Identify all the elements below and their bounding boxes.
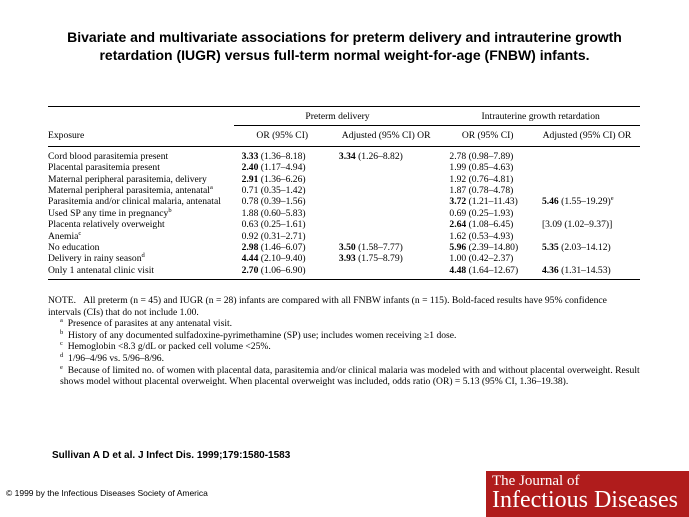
preterm-adjusted-cell (331, 242, 442, 253)
preterm-or-cell (234, 196, 331, 207)
copyright-notice: © 1999 by the Infectious Diseases Society of America (6, 488, 208, 498)
iugr-or-cell-value: 1.62 (449, 230, 467, 242)
iugr-or-cell (441, 219, 534, 230)
preterm-adjusted-cell (331, 219, 442, 230)
footnote-marker: c (78, 229, 82, 237)
iugr-or-cell-ci: (0.76–4.81) (466, 173, 514, 185)
iugr-adjusted-cell-value: [3.09 (1.02–9.37)] (541, 219, 613, 231)
iugr-adjusted-cell-value: 5.35 (541, 242, 559, 254)
footnote-marker: b (168, 206, 172, 214)
iugr-or-cell-value: 1.00 (449, 253, 467, 265)
footnote (48, 341, 640, 353)
table-row (48, 185, 640, 196)
iugr-or-cell-ci: (0.53–4.93) (466, 230, 514, 242)
footnote-marker: e (610, 195, 614, 203)
preterm-adjusted-cell-value: 3.34 (338, 150, 356, 162)
exposure-cell (48, 253, 234, 264)
iugr-or-cell-ci: (1.64–12.67) (466, 264, 519, 276)
footnote (48, 318, 640, 330)
iugr-adjusted-cell (534, 196, 640, 207)
preterm-or-cell (234, 162, 331, 173)
exposure-cell (48, 196, 234, 207)
table-row (48, 242, 640, 253)
exposure-label: Anemia (48, 230, 79, 242)
preterm-or-cell-value: 1.88 (241, 207, 259, 219)
table-row (48, 146, 640, 162)
iugr-or-cell (441, 231, 534, 242)
preterm-or-cell-value: 0.63 (241, 219, 259, 231)
iugr-or-cell-value: 0.69 (449, 207, 467, 219)
iugr-or-cell-ci: (0.25–1.93) (466, 207, 514, 219)
preterm-or-cell-ci: (0.25–1.61) (258, 219, 306, 231)
preterm-or-cell-value: 2.91 (241, 173, 259, 185)
table-row (48, 162, 640, 173)
preterm-or-cell-value: 2.70 (241, 264, 259, 276)
citation: Sullivan A D et al. J Infect Dis. 1999;179:1580-1583 (52, 450, 291, 461)
preterm-or-cell-ci: (1.17–4.94) (258, 162, 306, 174)
preterm-or-cell-value: 2.98 (241, 242, 259, 254)
preterm-or-cell-ci: (1.36–8.18) (258, 150, 306, 162)
iugr-adjusted-cell (534, 242, 640, 253)
journal-logo (486, 471, 689, 517)
results-table-container (48, 106, 640, 280)
iugr-or-cell-value: 1.87 (449, 185, 467, 197)
exposure-label: Placenta relatively overweight (48, 219, 165, 231)
exposure-label: No education (48, 242, 100, 254)
iugr-adjusted-cell (534, 253, 640, 264)
preterm-or-cell-value: 0.92 (241, 230, 259, 242)
preterm-adjusted-cell (331, 146, 442, 162)
preterm-adjusted-cell (331, 185, 442, 196)
preterm-adjusted-cell (331, 231, 442, 242)
preterm-or-cell (234, 219, 331, 230)
iugr-or-cell-ci: (0.42–2.37) (466, 253, 514, 265)
preterm-or-cell (234, 231, 331, 242)
iugr-or-cell-ci: (0.98–7.89) (466, 150, 514, 162)
preterm-or-cell-ci: (1.36–6.26) (258, 173, 306, 185)
exposure-cell (48, 185, 234, 196)
iugr-adjusted-cell (534, 265, 640, 280)
preterm-or-cell (234, 208, 331, 219)
iugr-or-cell-value: 2.78 (449, 150, 467, 162)
iugr-or-cell-ci: (1.08–6.45) (466, 219, 514, 231)
exposure-cell (48, 265, 234, 280)
preterm-or-cell-value: 0.71 (241, 185, 259, 197)
preterm-or-cell-ci: (1.46–6.07) (258, 242, 306, 254)
iugr-or-cell (441, 162, 534, 173)
footnote-marker: d (141, 252, 145, 260)
exposure-label: Parasitemia and/or clinical malaria, antenatal (48, 196, 221, 208)
preterm-adjusted-cell (331, 253, 442, 264)
preterm-or-cell-ci: (0.39–1.56) (258, 196, 306, 208)
iugr-or-cell-value: 4.48 (449, 264, 467, 276)
iugr-or-cell-value: 1.92 (449, 173, 467, 185)
column-header-exposure: Exposure (48, 126, 234, 146)
iugr-adjusted-cell-value: 4.36 (541, 264, 559, 276)
preterm-or-cell-ci: (2.10–9.40) (258, 253, 306, 265)
exposure-cell (48, 219, 234, 230)
footnote (48, 365, 640, 388)
exposure-label: Maternal peripheral parasitemia, delivery (48, 173, 207, 185)
preterm-or-cell-ci: (1.06–6.90) (258, 264, 306, 276)
preterm-or-cell-value: 3.33 (241, 150, 259, 162)
exposure-label: Only 1 antenatal clinic visit (48, 264, 155, 276)
iugr-adjusted-cell (534, 174, 640, 185)
iugr-adjusted-cell (534, 219, 640, 230)
preterm-adjusted-cell-ci: (1.58–7.77) (355, 242, 403, 254)
column-header-iugr-or: OR (95% CI) (441, 126, 534, 146)
iugr-or-cell (441, 265, 534, 280)
preterm-or-cell (234, 146, 331, 162)
table-row (48, 265, 640, 280)
iugr-or-cell-value: 2.64 (449, 219, 467, 231)
group-header-iugr: Intrauterine growth retardation (441, 107, 640, 126)
iugr-or-cell (441, 146, 534, 162)
preterm-or-cell-ci: (0.35–1.42) (258, 185, 306, 197)
journal-logo-line1: The Journal of (492, 473, 580, 489)
iugr-adjusted-cell (534, 185, 640, 196)
preterm-adjusted-cell-value: 3.50 (338, 242, 356, 254)
iugr-or-cell-value: 3.72 (449, 196, 467, 208)
footnote-mark: d (60, 351, 64, 359)
exposure-cell (48, 162, 234, 173)
iugr-or-cell-ci: (0.85–4.63) (466, 162, 514, 174)
exposure-cell (48, 231, 234, 242)
iugr-adjusted-cell (534, 208, 640, 219)
footnote-list (48, 318, 640, 388)
iugr-adjusted-cell (534, 231, 640, 242)
preterm-adjusted-cell (331, 265, 442, 280)
preterm-adjusted-cell-value: 3.93 (338, 253, 356, 265)
footnote (48, 330, 640, 342)
iugr-or-cell-ci: (0.78–4.78) (466, 185, 514, 197)
exposure-label: Maternal peripheral parasitemia, antenatal (48, 185, 210, 197)
preterm-adjusted-cell (331, 174, 442, 185)
iugr-or-cell (441, 185, 534, 196)
iugr-or-cell (441, 253, 534, 264)
preterm-or-cell-ci: (0.60–5.83) (258, 207, 306, 219)
footnote-mark: e (60, 363, 63, 371)
footnote-text: 1/96–4/96 vs. 5/96–8/96. (68, 352, 164, 364)
iugr-or-cell (441, 242, 534, 253)
note-label: NOTE. (48, 295, 76, 306)
footnote-text: Hemoglobin <8.3 g/dL or packed cell volume <25%. (67, 341, 271, 353)
iugr-or-cell-value: 1.99 (449, 162, 467, 174)
preterm-or-cell (234, 265, 331, 280)
iugr-adjusted-cell-ci: (2.03–14.12) (558, 242, 611, 254)
iugr-adjusted-cell-ci: (1.31–14.53) (558, 264, 611, 276)
exposure-cell (48, 146, 234, 162)
table-notes (48, 295, 640, 388)
column-header-preterm-or: OR (95% CI) (234, 126, 331, 146)
iugr-or-cell-ci: (1.21–11.43) (466, 196, 518, 208)
iugr-or-cell-value: 5.96 (449, 242, 467, 254)
note-text: All preterm (n = 45) and IUGR (n = 28) infants are compared with all FNBW infants (n = 115). Bold-faced results have 95% confidence intervals (CIs) that do not include 1.00. (48, 295, 607, 318)
preterm-adjusted-cell (331, 162, 442, 173)
slide-title: Bivariate and multivariate associations for preterm delivery and intrauterine growth retardation (IUGR) versus full-term normal weight-for-age (FNBW) infants. (67, 29, 622, 63)
exposure-cell (48, 174, 234, 185)
preterm-adjusted-cell-ci: (1.26–8.82) (355, 150, 403, 162)
exposure-label: Cord blood parasitemia present (48, 150, 169, 162)
footnote-text: Presence of parasites at any antenatal visit. (67, 318, 233, 330)
preterm-or-cell-ci: (0.31–2.71) (258, 230, 306, 242)
exposure-label: Placental parasitemia present (48, 162, 160, 174)
footnote-text: History of any documented sulfadoxine-pyrimethamine (SP) use; includes women receiving ≥1 dose. (68, 329, 457, 341)
footnote-mark: c (60, 340, 63, 348)
preterm-or-cell-value: 0.78 (241, 196, 259, 208)
note-paragraph (48, 295, 640, 318)
preterm-or-cell-value: 2.40 (241, 162, 259, 174)
footnote-marker: a (209, 183, 213, 191)
table-row (48, 253, 640, 264)
iugr-or-cell-ci: (2.39–14.80) (466, 242, 519, 254)
preterm-or-cell (234, 185, 331, 196)
footnote-mark: b (60, 328, 64, 336)
group-header-preterm: Preterm delivery (234, 107, 442, 126)
table-row (48, 231, 640, 242)
exposure-label: Used SP any time in pregnancy (48, 207, 169, 219)
exposure-cell (48, 208, 234, 219)
preterm-adjusted-cell-ci: (1.75–8.79) (355, 253, 403, 265)
preterm-or-cell (234, 174, 331, 185)
iugr-adjusted-cell (534, 146, 640, 162)
iugr-adjusted-cell (534, 162, 640, 173)
iugr-or-cell (441, 174, 534, 185)
preterm-or-cell-value: 4.44 (241, 253, 259, 265)
iugr-adjusted-cell-ci: (1.55–19.29) (558, 196, 611, 208)
footnote-text: Because of limited no. of women with placental data, parasitemia and/or clinical malaria was modeled with and without placental overweight. Result shows model without placental overweight. When placental overweight was included, odds ratio (OR) = 5.13 (95% CI, 1.36–19.38). (60, 364, 640, 388)
table-row (48, 174, 640, 185)
footnote (48, 353, 640, 365)
exposure-label: Delivery in rainy season (48, 253, 142, 265)
iugr-or-cell (441, 196, 534, 207)
column-header-iugr-adjusted: Adjusted (95% CI) OR (534, 126, 640, 146)
results-table (48, 106, 640, 280)
iugr-adjusted-cell-value: 5.46 (541, 196, 559, 208)
preterm-or-cell (234, 253, 331, 264)
iugr-or-cell (441, 208, 534, 219)
table-row (48, 208, 640, 219)
table-body (48, 146, 640, 279)
preterm-adjusted-cell (331, 208, 442, 219)
preterm-adjusted-cell (331, 196, 442, 207)
column-header-preterm-adjusted: Adjusted (95% CI) OR (331, 126, 442, 146)
table-row (48, 219, 640, 230)
preterm-or-cell (234, 242, 331, 253)
footnote-mark: a (60, 317, 63, 324)
journal-logo-line2: Infectious Diseases (492, 487, 678, 513)
table-row (48, 196, 640, 207)
